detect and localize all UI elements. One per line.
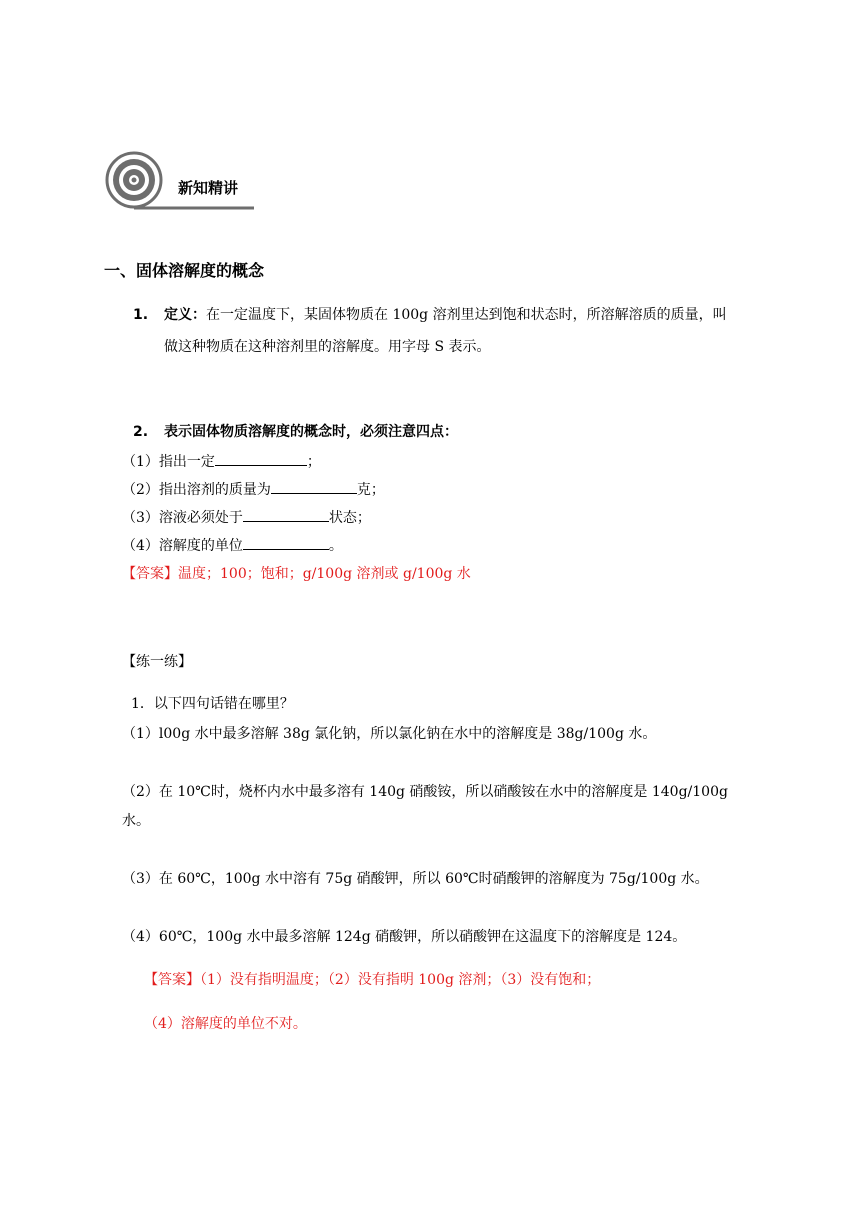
section-header: [104, 150, 256, 212]
point-1-prefix: （1）指出一定: [122, 454, 215, 470]
point-3: [122, 507, 371, 528]
practice-answer-text-1: （1）没有指明温度；（2）没有指明 100g 溶剂；（3）没有饱和；: [200, 972, 601, 988]
item1-line1: [164, 305, 727, 325]
point-3-prefix: （3）溶液必须处于: [122, 510, 243, 526]
item2-heading: 表示固体物质溶解度的概念时，必须注意四点：: [164, 424, 458, 440]
point-2-suffix: 克；: [356, 482, 385, 498]
practice-answer-line2: （4）溶解度的单位不对。: [144, 1016, 307, 1032]
point-2-prefix: （2）指出溶剂的质量为: [122, 482, 271, 498]
item1-label: 定义：: [164, 307, 206, 323]
statement-2: （2）在 10℃时，烧杯内水中最多溶有 140g 硝酸铵，所以硝酸铵在水中的溶解度是 140g/100g: [122, 784, 728, 800]
item2-answer-label: 【答案】: [122, 566, 178, 582]
point-4-blank: [243, 535, 329, 550]
statement-3: （3）在 60℃，100g 水中溶有 75g 硝酸钾，所以 60℃时硝酸钾的溶解度为 75g/100g 水。: [122, 871, 709, 887]
statement-1: （1）l00g 水中最多溶解 38g 氯化钠，所以氯化钠在水中的溶解度是 38g/100g 水。: [122, 726, 657, 742]
point-3-suffix: 状态；: [328, 510, 371, 526]
item2-number: 2.: [133, 424, 149, 440]
practice-question: 1．以下四句话错在哪里？: [131, 696, 294, 712]
section-heading: 一、固体溶解度的概念: [104, 261, 265, 280]
point-3-blank: [243, 507, 329, 522]
item2-answer: [122, 564, 471, 584]
practice-heading: 【练一练】: [122, 654, 192, 670]
point-1-suffix: ；: [306, 454, 321, 470]
point-1-blank: [215, 451, 307, 466]
header-title: 新知精讲: [178, 179, 239, 197]
point-4-suffix: 。: [328, 538, 343, 554]
statement-2-cont: 水。: [122, 813, 150, 829]
point-4: [122, 535, 343, 556]
point-1: [122, 451, 321, 472]
statement-4: （4）60℃，100g 水中最多溶解 124g 硝酸钾，所以硝酸钾在这温度下的溶解度是 124。: [122, 929, 687, 945]
item2-answer-text: 温度；100；饱和；g/100g 溶剂或 g/100g 水: [178, 566, 471, 582]
point-2-blank: [271, 479, 357, 494]
item1-text-1: 在一定温度下，某固体物质在 100g 溶剂里达到饱和状态时，所溶解溶质的质量，叫: [206, 307, 727, 323]
item1-number: 1.: [133, 307, 149, 323]
point-2: [122, 479, 385, 500]
practice-answer-line1: [144, 970, 600, 990]
point-4-prefix: （4）溶解度的单位: [122, 538, 243, 554]
item1-line2: 做这种物质在这种溶剂里的溶解度。用字母 S 表示。: [164, 339, 491, 355]
practice-answer-label: 【答案】: [144, 972, 200, 988]
